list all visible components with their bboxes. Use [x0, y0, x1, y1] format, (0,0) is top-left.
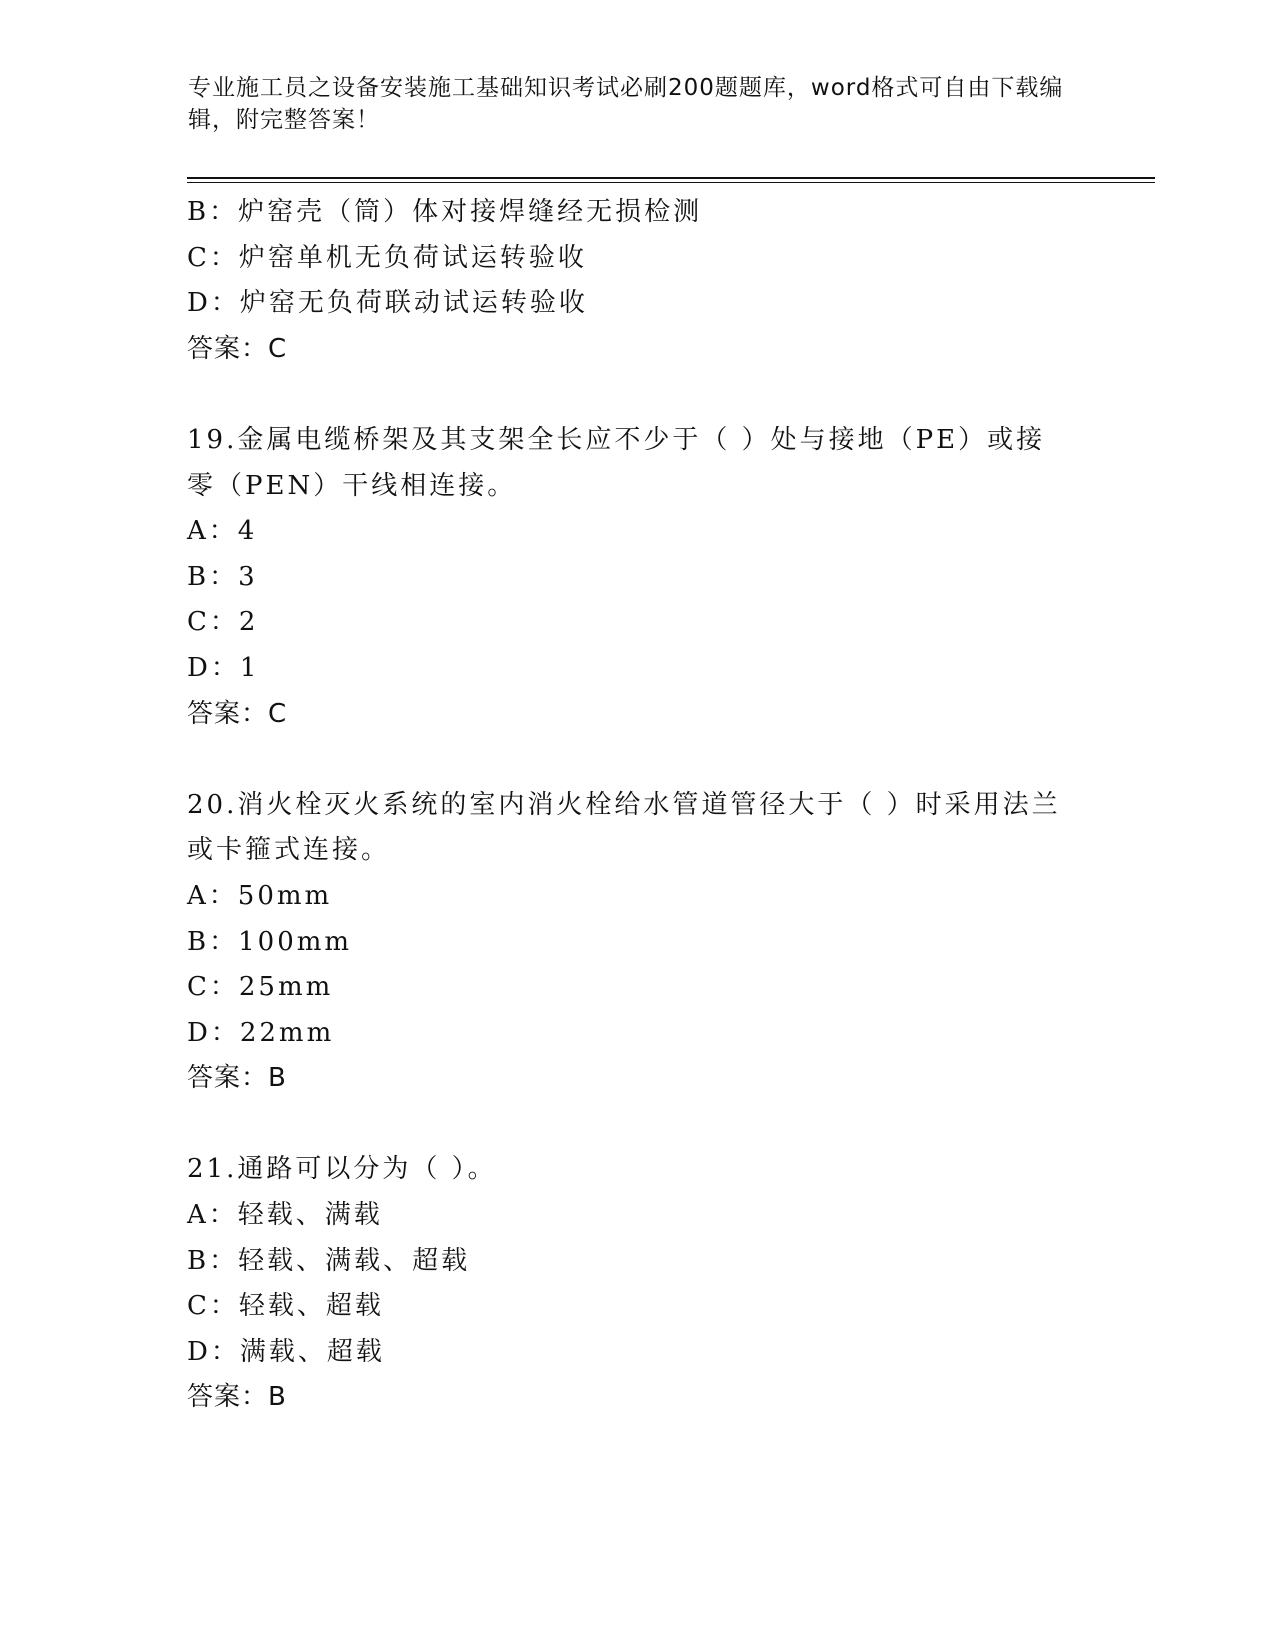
question-block-21: [187, 1147, 1067, 1421]
option-d: D：满载、超载: [187, 1336, 385, 1367]
question-block-20: [187, 783, 1067, 1102]
option-b: B：3: [187, 561, 258, 592]
question-list: [187, 190, 1067, 1421]
option-a: A：轻载、满载: [187, 1200, 383, 1231]
option-c: C：25mm: [187, 972, 334, 1003]
option-d: D：炉窑无负荷联动试运转验收: [187, 288, 588, 319]
question-block-previous: [187, 190, 1067, 372]
header-rule-thin: [187, 182, 1155, 183]
spacer: [187, 737, 1067, 783]
option-b: B：100mm: [187, 926, 353, 957]
option-a: A：4: [187, 516, 258, 547]
option-d: D：22mm: [187, 1017, 335, 1048]
option-b: B：轻载、满载、超载: [187, 1245, 471, 1276]
header-rule-thick: [187, 177, 1155, 179]
question-text: 21.通路可以分为（ ）。: [187, 1154, 497, 1185]
answer-label: 答案：B: [187, 1382, 287, 1413]
option-c: C：轻载、超载: [187, 1291, 384, 1322]
question-block-19: [187, 418, 1067, 737]
answer-label: 答案：C: [187, 333, 288, 364]
question-text: 20.消火栓灭火系统的室内消火栓给水管道管径大于（ ）时采用法兰或卡箍式连接。: [187, 789, 1061, 866]
option-c: C：2: [187, 607, 259, 638]
spacer: [187, 372, 1067, 418]
answer-label: 答案：C: [187, 698, 288, 729]
question-text: 19.金属电缆桥架及其支架全长应不少于（ ）处与接地（PE）或接零（PEN）干线相连接。: [187, 424, 1046, 501]
option-b: B：炉窑壳（筒）体对接焊缝经无损检测: [187, 197, 703, 227]
option-a: A：50mm: [187, 880, 333, 911]
answer-label: 答案：B: [187, 1063, 287, 1094]
document-header: 专业施工员之设备安装施工基础知识考试必刷200题题库，word格式可自由下载编辑，附完整答案！: [188, 75, 1064, 133]
spacer: [187, 1102, 1067, 1148]
option-c: C：炉窑单机无负荷试运转验收: [187, 242, 587, 273]
option-d: D：1: [187, 652, 260, 683]
